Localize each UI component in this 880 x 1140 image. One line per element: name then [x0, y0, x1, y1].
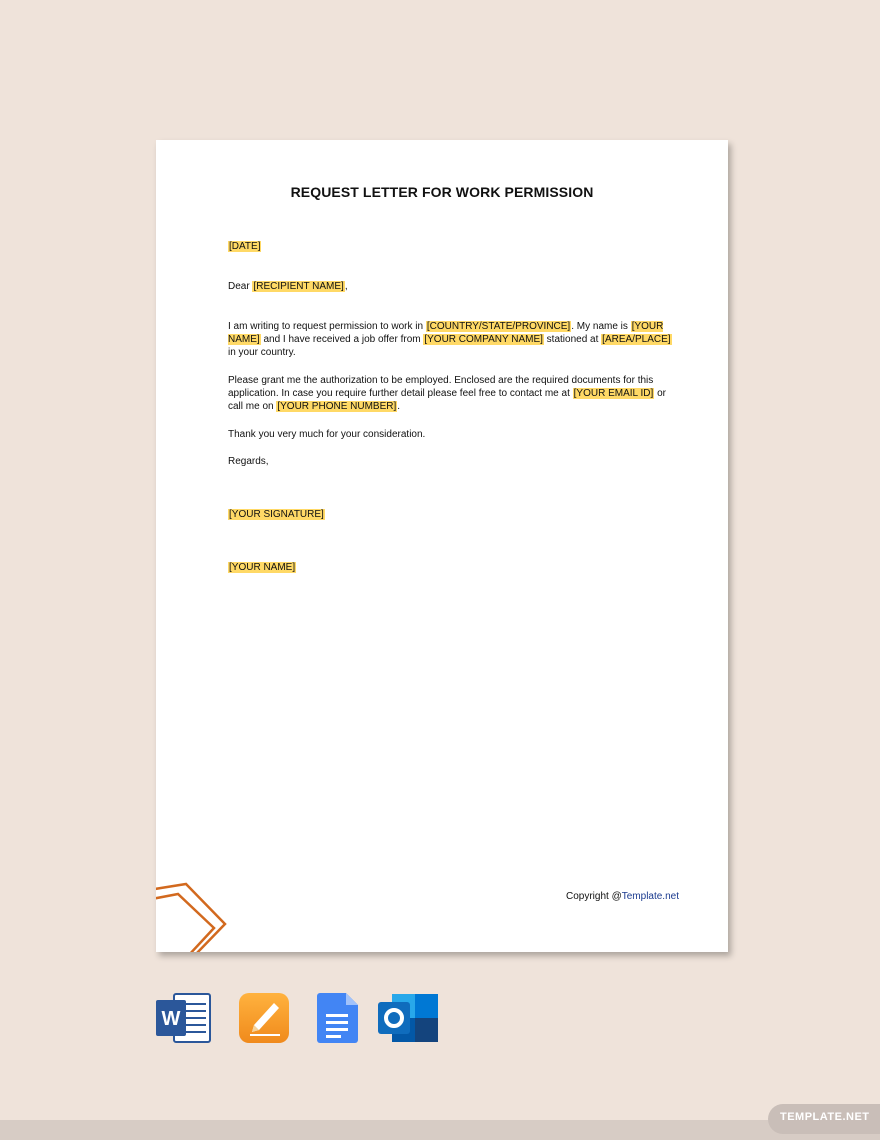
p2-text-c: . — [397, 401, 401, 412]
document-body — [228, 240, 676, 574]
country-placeholder: [COUNTRY/STATE/PROVINCE] — [426, 321, 571, 332]
salutation-text: Dear — [228, 281, 253, 292]
p2-text-a: Please grant me the authorization to be employed. Enclosed are the required documents for this application. In case you require further detail please feel free to contact me at — [228, 375, 654, 399]
email-placeholder: [YOUR EMAIL ID] — [573, 388, 654, 399]
phone-placeholder: [YOUR PHONE NUMBER] — [277, 401, 397, 412]
closing-text: Regards, — [228, 456, 269, 467]
recipient-placeholder: [RECIPIENT NAME] — [253, 281, 344, 292]
paragraph-3: Thank you very much for your consideration. — [228, 429, 426, 440]
copyright-label: Copyright @ — [566, 891, 622, 902]
paragraph-2 — [228, 374, 676, 413]
paragraph-1 — [228, 320, 676, 359]
watermark-badge: TEMPLATE.NET — [768, 1104, 880, 1134]
p1-text-a: I am writing to request permission to work in — [228, 321, 426, 332]
p1-text-e: in your country. — [228, 347, 296, 358]
copyright-link[interactable]: Template.net — [621, 891, 679, 902]
word-icon[interactable] — [156, 992, 212, 1044]
corner-decoration-icon — [156, 882, 236, 952]
google-docs-icon[interactable] — [316, 992, 360, 1044]
p1-text-d: stationed at — [543, 334, 602, 345]
copyright-notice — [566, 891, 679, 902]
your-name-placeholder: [YOUR NAME] — [228, 321, 664, 345]
document-page — [156, 140, 728, 952]
p1-text-b: . My name is — [571, 321, 631, 332]
date-placeholder: [DATE] — [229, 241, 261, 252]
salutation-line — [228, 280, 676, 293]
area-placeholder: [AREA/PLACE] — [602, 334, 671, 345]
outlook-icon[interactable] — [378, 992, 440, 1044]
p1-text-c: and I have received a job offer from — [260, 334, 424, 345]
footer-strip — [0, 1120, 880, 1140]
document-title: REQUEST LETTER FOR WORK PERMISSION — [290, 184, 594, 200]
svg-text:W: W — [161, 1008, 181, 1030]
pages-icon[interactable] — [238, 992, 290, 1044]
salutation-end: , — [344, 281, 348, 292]
company-name-placeholder: [YOUR COMPANY NAME] — [424, 334, 543, 345]
p2-text-b: or call me on — [228, 388, 666, 412]
signature-placeholder: [YOUR SIGNATURE] — [229, 509, 324, 520]
name-placeholder: [YOUR NAME] — [229, 562, 296, 573]
